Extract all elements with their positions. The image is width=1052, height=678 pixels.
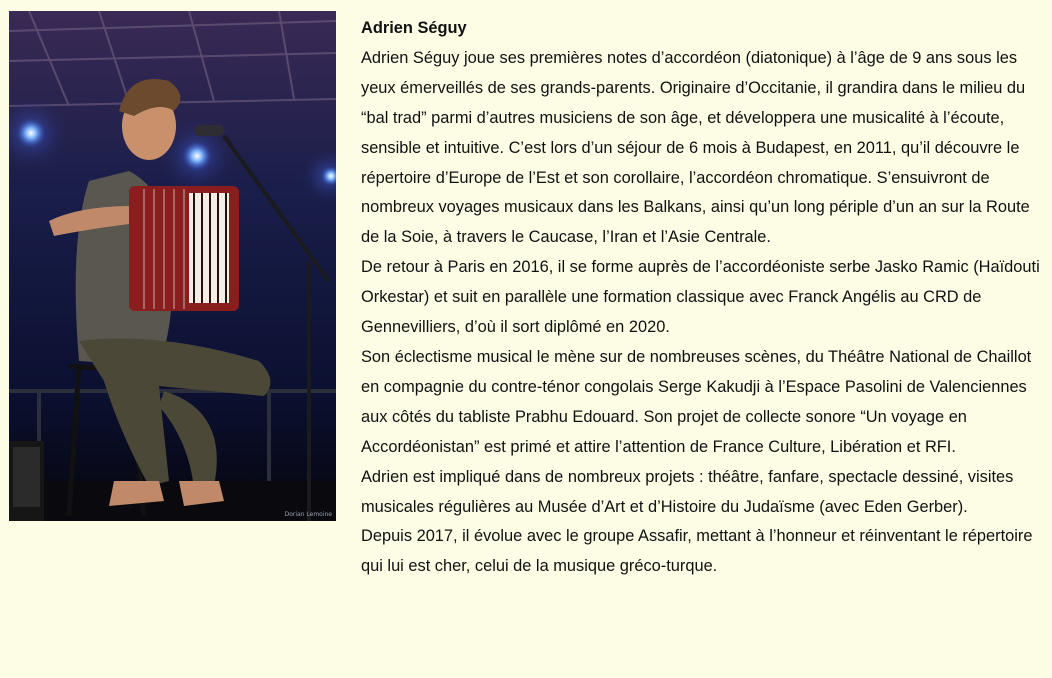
photo-credit: Dorian Lemoine (284, 511, 332, 518)
bio-paragraph-training: De retour à Paris en 2016, il se forme auprès de l’accordéoniste serbe Jasko Ramic (Haïdouti Orkestar) et suit en parallèle une formation classique avec Franck Angélis au CRD de Gennevilliers, d’où il sort diplômé en 2020. (361, 258, 1040, 337)
bio-paragraph-stages: Son éclectisme musical le mène sur de nombreuses scènes, du Théâtre National de Chaillot en compagnie du contre-ténor congolais Serge Kakudji à l’Espace Pasolini de Valenciennes aux côtés du tabliste Prabhu Edouard. Son projet de collecte sonore “Un voyage en Accordéonistan” est primé et attire l’attention de France Culture, Libération et RFI. (361, 347, 1032, 456)
bio-paragraph-projects: Adrien est impliqué dans de nombreux projets : théâtre, fanfare, spectacle dessiné, visites musicales régulières au Musée d’Art et d’Histoire du Judaïsme (avec Eden Gerber). (361, 467, 1014, 516)
bio-paragraph-assafir: Depuis 2017, il évolue avec le groupe Assafir, mettant à l’honneur et réinventant le répertoire qui lui est cher, celui de la musique gréco-turque. (361, 527, 1033, 576)
accordionist-on-stage-image (9, 11, 336, 521)
artist-photo (9, 11, 336, 521)
artist-name: Adrien Séguy (361, 19, 467, 37)
bio-paragraph-early-life: Adrien Séguy joue ses premières notes d’accordéon (diatonique) à l’âge de 9 ans sous les yeux émerveillés de ses grands-parents. Originaire d’Occitanie, il grandira dans le milieu du “bal trad” parmi d’autres musiciens de son âge, et développera une musicalité à l’écoute, sensible et intuitive. C’est lors d’un séjour de 6 mois à Budapest, en 2011, qu’il découvre le répertoire d’Europe de l’Est et son corollaire, l’accordéon chromatique. S’ensuivront de nombreux voyages musicaux dans les Balkans, ainsi qu’un long périple d’un an sur la Route de la Soie, à travers le Caucase, l’Iran et l’Asie Centrale. (361, 48, 1030, 247)
artist-bio (361, 14, 1047, 582)
